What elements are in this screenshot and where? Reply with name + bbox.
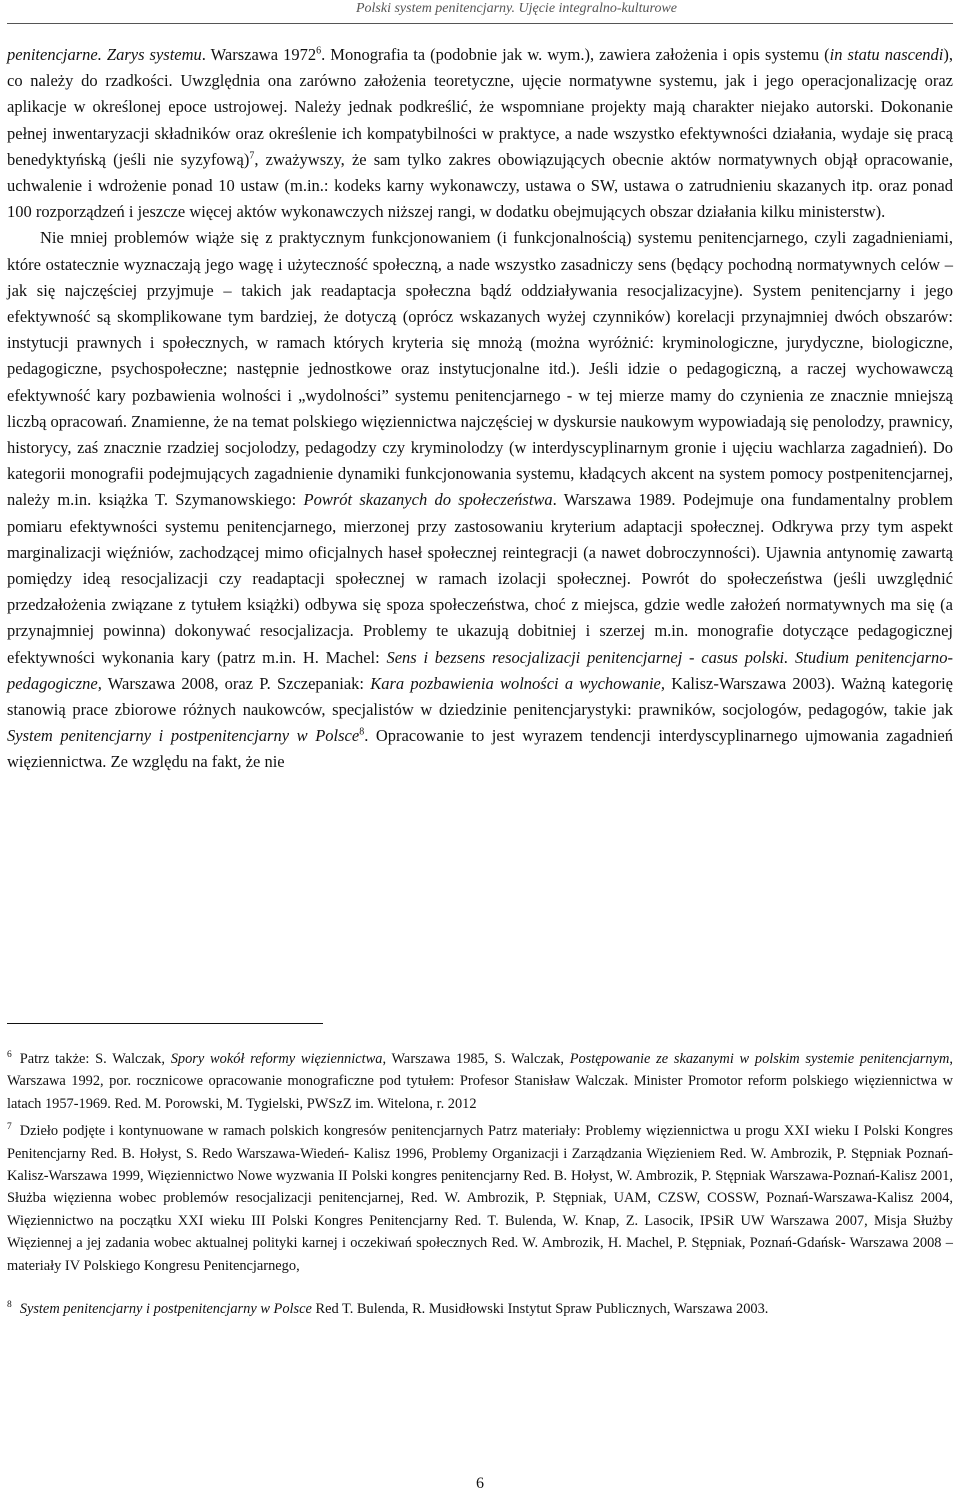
- footnote-number: 6: [7, 1050, 12, 1061]
- footnote-ref-7[interactable]: 7: [249, 150, 255, 162]
- text-span: ), co należy do rzadkości. Uwzględnia ona zarówno założenia teoretyczne, ujęcie normatywne systemu, jak i jego operacjonalizację oraz aplikacje w określonej epoce ustrojowej. Należy jednak podkreślić, że wspomniane projekty mają charakter niejako autorski. Dokonanie pełnej inwentaryzacji składników oraz określenie ich kompatybilności w praktyce, a nade wszystko efektywności działania, wydaje się pracą benedyktyńską (jeśli nie syzyfową): [7, 45, 953, 169]
- body-text: [7, 42, 953, 776]
- text-span: . Warszawa 1972: [201, 45, 317, 64]
- text-span: Patrz także: S. Walczak,: [19, 1051, 171, 1067]
- text-span: , Warszawa 1985, S. Walczak,: [382, 1051, 570, 1067]
- text-span: Spory wokół reformy więziennictwa: [170, 1051, 383, 1067]
- footnote-8: [7, 1298, 953, 1320]
- footnote-number: 7: [7, 1122, 12, 1133]
- paragraph-2: [7, 225, 953, 775]
- footnotes: [7, 1048, 953, 1320]
- text-span: Sens i bezsens resocjalizacji penitencjarnej - casus polski. Studium penitencjarno-pedagogiczne,: [7, 647, 953, 693]
- footnote-ref-6[interactable]: 6: [316, 45, 322, 57]
- text-span: System penitencjarny i postpenitencjarny w Polsce: [7, 726, 360, 746]
- text-span: System penitencjarny i postpenitencjarny w Polsce: [19, 1301, 312, 1318]
- page-number: 6: [476, 1475, 484, 1492]
- text-span: in statu nascendi: [829, 45, 944, 64]
- footnote-ref-8[interactable]: 8: [359, 726, 365, 738]
- footnote-7: [7, 1120, 953, 1277]
- running-header: [0, 0, 960, 18]
- running-title: Polski system penitencjarny. Ujęcie integralno-kulturowe: [355, 1, 677, 16]
- text-span: . Monografia ta (podobnie jak w. wym.), zawiera założenia i opis systemu (: [321, 45, 830, 64]
- text-span: Powrót skazanych do społeczeństwa: [303, 490, 553, 510]
- text-span: Kara pozbawienia wolności a wychowanie,: [370, 673, 665, 693]
- text-span: penitencjarne. Zarys systemu: [7, 45, 202, 64]
- footnote-6: [7, 1048, 953, 1115]
- text-span: Red T. Bulenda, R. Musidłowski Instytut Spraw Publicznych, Warszawa 2003.: [311, 1301, 769, 1318]
- text-span: Dzieło podjęte i kontynuowane w ramach polskich kongresów penitencjarnych Patrz materiały: Problemy więziennictwa u progu XXI wieku I Polski Kongres Penitencjarny Red. B. Hołyst, S. Redo Warszawa-Wiedeń- Kalisz 1996, Problemy Organizacji i Zarządzania Więzieniem Red. W. Ambrozik, P. Stępniak Poznań-Kalisz-Warszawa 1999, Więziennictwo Nowe wyzwania II Polski kongres penitencjarny Red. B. Hołyst, W. Ambrozik, P. Stępniak Warszawa-Poznań-Kalisz 2001, Służba więzienna wobec problemów resocjalizacji penitencjarnej, Red. W. Ambrozik, P. Stępniak, UAM, CZSW, COSSW, Poznań-Warszawa-Kalisz 2004, Więziennictwo na początku XXI wieku III Polski Kongres Penitencjarny Red. T. Bulenda, W. Knap, Z. Lasocik, IPSiR UW Warszawa 2007, Misja Służby Więziennej a jej zadania wobec aktualnej polityki karnej i oczekiwań społecznych Red. W. Ambrozik, H. Machel, P. Stępniak, Poznań-Gdańsk- Warszawa 2008 – materiały IV Polskiego Kongresu Penitencjarnego,: [7, 1123, 953, 1274]
- text-span: . Warszawa 1989. Podejmuje ona fundamentalny problem pomiaru efektywności systemu penitencjarnego, mierzonej przy zastosowaniu kryterium adaptacji społecznej. Odkrywa przy tym aspekt marginalizacji więźniów, zachodzącej mimo oficjalnych haseł społecznej reintegracji (a nawet dobroczynności). Ujawnia antynomię zawartą pomiędzy ideą resocjalizacji czy readaptacji społecznej w ramach izolacji społecznej. Powrót do społeczeństwa (jeśli uwzględnić przedzałożenia związane z tytułem książki) odbywa się spoza społeczeństwa, choć z miejsca, gdzie wedle założeń normatywnych ma się (a przynajmniej powinna) dokonywać resocjalizacja. Problemy te ukazują dobitniej i szerzej m.in. monografie dotyczące pedagogicznej efektywności wykonania kary (patrz m.in. H. Machel:: [7, 490, 954, 667]
- footnote-separator: [7, 1023, 323, 1024]
- text-span: , zważywszy, że sam tylko zakres obowiązujących obecnie aktów normatywnych objął opracowanie, uchwalenie i wdrożenie ponad 10 ustaw (m.in.: kodeks karny wykonawczy, ustawa o SW, ustawa o zatrudnieniu skazanych itp. oraz ponad 100 rozporządzeń i jeszcze więcej aktów wykonawczych niższej rangi, w dodatku obejmujących obszar działania kilku ministerstw).: [7, 149, 953, 222]
- text-span: . Opracowanie to jest wyrazem tendencji interdyscyplinarnego ujmowania zagadnień więziennictwa. Ze względu na fakt, że nie: [7, 726, 953, 772]
- footnote-number: 8: [7, 1300, 12, 1311]
- text-span: Warszawa 2008, oraz P. Szczepaniak:: [101, 673, 371, 693]
- text-span: Postępowanie ze skazanymi w polskim systemie penitencjarnym: [569, 1051, 950, 1067]
- text-span: Kalisz-Warszawa 2003). Ważną kategorię stanowią prace zbiorowe różnych naukowców, specjalistów w dziedzinie penitencjarystyki: prawników, socjologów, pedagogów, takie jak: [7, 673, 954, 720]
- header-rule: [7, 23, 953, 24]
- text-span: Nie mniej problemów wiąże się z praktycznym funkcjonowaniem (i funkcjonalnością) systemu penitencjarnego, czyli zagadnieniami, które ostatecznie wyznaczają jego wagę i użyteczność społeczną, a nade wszystko zasadniczy sens (będący pochodną normatywnych celów – jak się najczęściej przyjmuje – takich jak readaptacja społeczna bądź oddziaływania resocjalizacyjne). System penitencjarny i jego efektywność są skomplikowane tym bardziej, że dotyczą (oprócz wskazanych wyżej czynników) korelacji przynajmniej dwóch obszarów: instytucji prawnych i społecznych, w ramach których kryteria się mnożą (można wyróżnić: kryminologiczne, jurydyczne, biologiczne, pedagogiczne, psychospołeczne; następnie jednostkowe oraz instytucjonalne itd.). Jeśli idzie o pedagogiczną, a raczej wychowawczą efektywność kary pozbawienia wolności i „wydolności” systemu penitencjarnego - w tej mierze mamy do czynienia ze znacznie mniejszą liczbą opracowań. Znamienne, że na temat polskiego więziennictwa najczęściej w dyskursie naukowym wypowiadają się penolodzy, prawnicy, historycy, zaś znacznie rzadziej socjolodzy, pedagodzy czy kryminolodzy (w interdyscyplinarnym gronie i ujęciu wachlarza zagadnień). Do kategorii monografii podejmujących zagadnienie dynamiki funkcjonowania systemu, kładących akcent na system pomocy postpenitencjarnej, należy m.in. książka T. Szymanowskiego:: [7, 228, 953, 510]
- text-span: , Warszawa 1992, por. rocznicowe opracowanie monograficzne pod tytułem: Profesor Stanisław Walczak. Minister Promotor reform polskiego więziennictwa w latach 1957-1969. Red. M. Porowski, M. Tygielski, PWSzZ im. Witelona, r. 2012: [7, 1051, 953, 1112]
- paragraph-1: [7, 42, 953, 225]
